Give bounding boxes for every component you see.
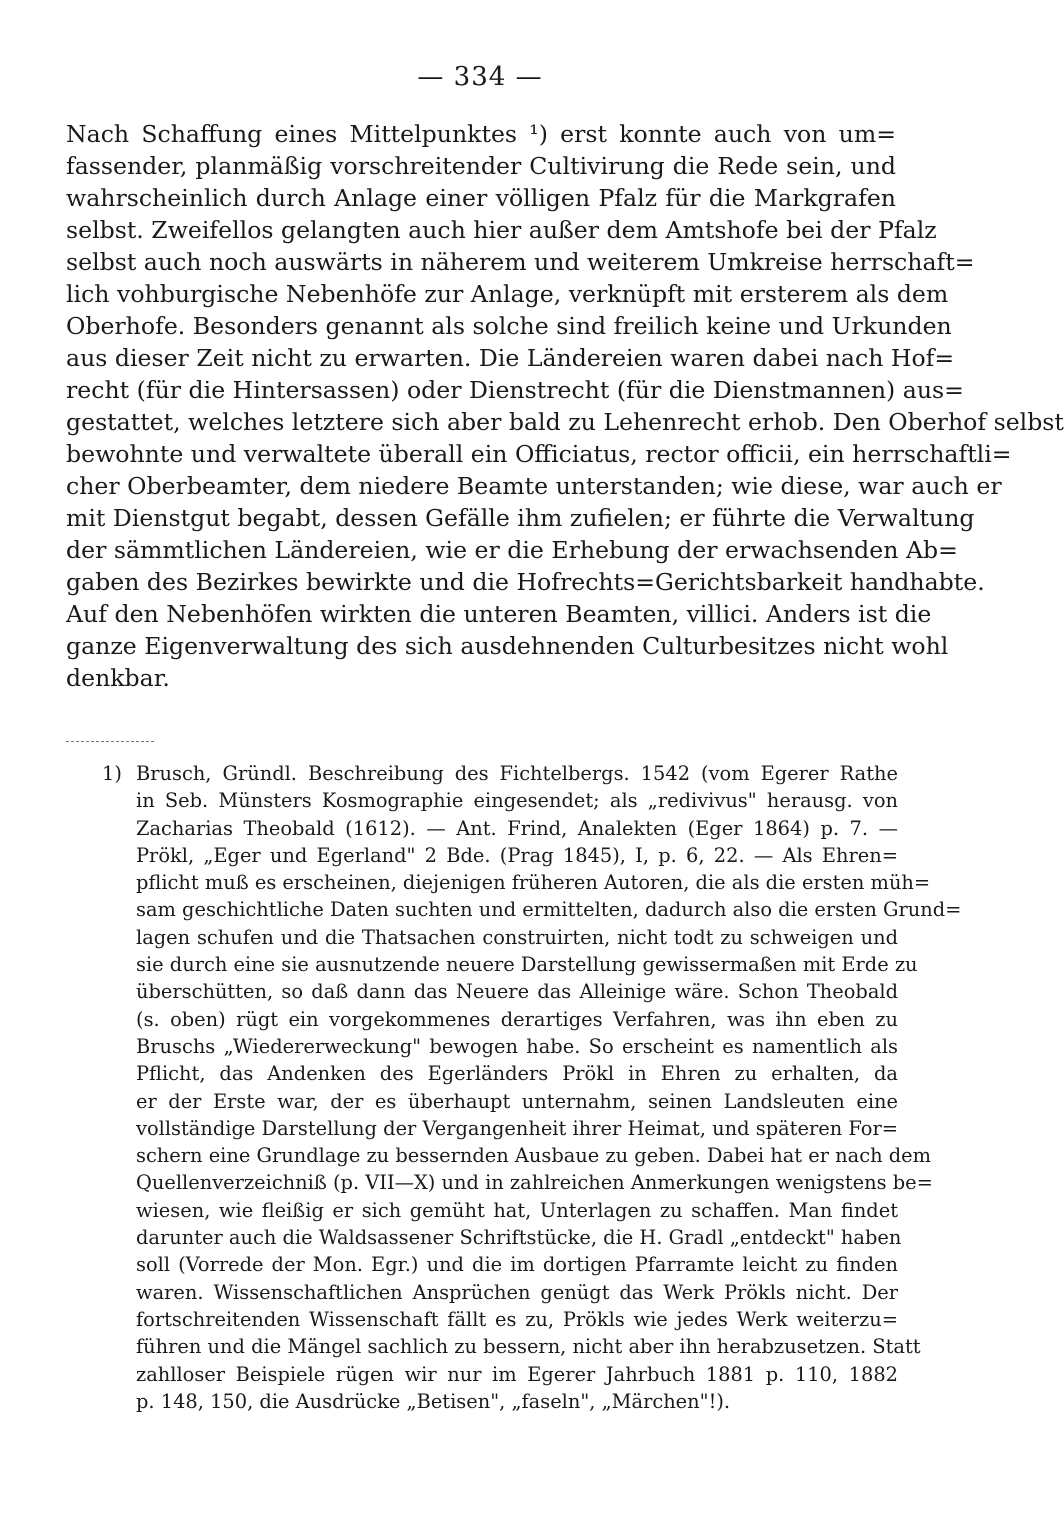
body-line: Oberhofe. Besonders genannt als solche sind freilich keine und Urkunden (66, 312, 952, 340)
body-line: cher Oberbeamter, dem niedere Beamte unterstanden; wie diese, war auch er (66, 472, 1002, 500)
main-text (66, 118, 1064, 694)
footnote-line: Zacharias Theobald (1612). — Ant. Frind, Analekten (Eger 1864) p. 7. — (136, 816, 898, 840)
body-line: Auf den Nebenhöfen wirkten die unteren Beamten, villici. Anders ist die (66, 600, 932, 628)
footnote-line: sie durch eine sie ausnutzende neuere Darstellung gewissermaßen mit Erde zu (136, 953, 918, 977)
body-line: fassender, planmäßig vorschreitender Cultivirung die Rede sein, und (66, 152, 896, 180)
footnote-line: sam geschichtliche Daten suchten und ermittelten, dadurch also die ersten Grund= (136, 898, 962, 922)
body-line: mit Dienstgut begabt, dessen Gefälle ihm zufielen; er führte die Verwaltung (66, 504, 975, 532)
page-number: — 334 — (417, 62, 543, 92)
body-line: denkbar. (66, 664, 170, 692)
footnote-marker: 1) (102, 762, 122, 785)
body-line: recht (für die Hintersassen) oder Dienstrecht (für die Dienstmannen) aus= (66, 376, 964, 404)
footnote-line: p. 148, 150, die Ausdrücke „Betisen", „faseln", „Märchen"!). (136, 1389, 731, 1413)
footnote-line: führen und die Mängel sachlich zu bessern, nicht aber ihn herabzusetzen. Statt (136, 1335, 921, 1359)
footnote-line: (s. oben) rügt ein vorgekommenes derartiges Verfahren, was ihn eben zu (136, 1007, 898, 1031)
body-line: wahrscheinlich durch Anlage einer völligen Pfalz für die Markgrafen (66, 184, 896, 212)
footnote-line: Pflicht, das Andenken des Egerländers Prökl in Ehren zu erhalten, da (136, 1062, 898, 1086)
body-line: selbst auch noch auswärts in näherem und weiterem Umkreise herrschaft= (66, 248, 975, 276)
footnote-line: er der Erste war, der es überhaupt unternahm, seinen Landsleuten eine (136, 1089, 898, 1113)
footnote-line: in Seb. Münsters Kosmographie eingesendet; als „redivivus" herausg. von (136, 789, 898, 813)
footnote-line: fortschreitenden Wissenschaft fällt es zu, Prökls wie jedes Werk weiterzu= (136, 1307, 898, 1331)
body-line: der sämmtlichen Ländereien, wie er die Erhebung der erwachsenden Ab= (66, 536, 958, 564)
footnote (84, 760, 962, 1415)
footnote-line: darunter auch die Waldsassener Schriftstücke, die H. Gradl „entdeckt" haben (136, 1226, 902, 1250)
footnote-separator (66, 741, 154, 742)
body-line: aus dieser Zeit nicht zu erwarten. Die Ländereien waren dabei nach Hof= (66, 344, 955, 372)
footnote-line: Quellenverzeichniß (p. VII—X) und in zahlreichen Anmerkungen wenigstens be= (136, 1171, 933, 1195)
footnote-line: Bruschs „Wiedererweckung" bewogen habe. So erscheint es namentlich als (136, 1034, 898, 1058)
footnote-line (84, 760, 898, 787)
footnote-line: Prökl, „Eger und Egerland" 2 Bde. (Prag 1845), I, p. 6, 22. — Als Ehren= (136, 843, 898, 867)
footnote-line: soll (Vorrede der Mon. Egr.) und die im dortigen Pfarramte leicht zu finden (136, 1253, 898, 1277)
body-line: gaben des Bezirkes bewirkte und die Hofrechts=Gerichtsbarkeit handhabte. (66, 568, 985, 596)
body-line: ganze Eigenverwaltung des sich ausdehnenden Culturbesitzes nicht wohl (66, 632, 949, 660)
footnote-line: vollständige Darstellung der Vergangenheit ihrer Heimat, und späteren For= (136, 1116, 898, 1140)
body-line: selbst. Zweifellos gelangten auch hier außer dem Amtshofe bei der Pfalz (66, 216, 937, 244)
footnote-line: überschütten, so daß dann das Neuere das Alleinige wäre. Schon Theobald (136, 980, 898, 1004)
footnote-text: Brusch, Gründl. Beschreibung des Fichtelbergs. 1542 (vom Egerer Rathe (136, 762, 898, 785)
footnote-line: wiesen, wie fleißig er sich gemüht hat, Unterlagen zu schaffen. Man findet (136, 1198, 898, 1222)
body-line: bewohnte und verwaltete überall ein Officiatus, rector officii, ein herrschaftli= (66, 440, 1012, 468)
footnote-line: schern eine Grundlage zu bessernden Ausbaue zu geben. Dabei hat er nach dem (136, 1144, 932, 1168)
body-line: gestattet, welches letztere sich aber bald zu Lehenrecht erhob. Den Oberhof selbst (66, 408, 1064, 436)
body-line: Nach Schaffung eines Mittelpunktes ¹) erst konnte auch von um= (66, 120, 896, 148)
footnote-line: pflicht muß es erscheinen, diejenigen früheren Autoren, die als die ersten müh= (136, 871, 931, 895)
footnote-line: lagen schufen und die Thatsachen construirten, nicht todt zu schweigen und (136, 925, 898, 949)
footnote-line: waren. Wissenschaftlichen Ansprüchen genügt das Werk Prökls nicht. Der (136, 1280, 898, 1304)
body-line: lich vohburgische Nebenhöfe zur Anlage, verknüpft mit ersterem als dem (66, 280, 949, 308)
footnote-line: zahlloser Beispiele rügen wir nur im Egerer Jahrbuch 1881 p. 110, 1882 (136, 1362, 898, 1386)
